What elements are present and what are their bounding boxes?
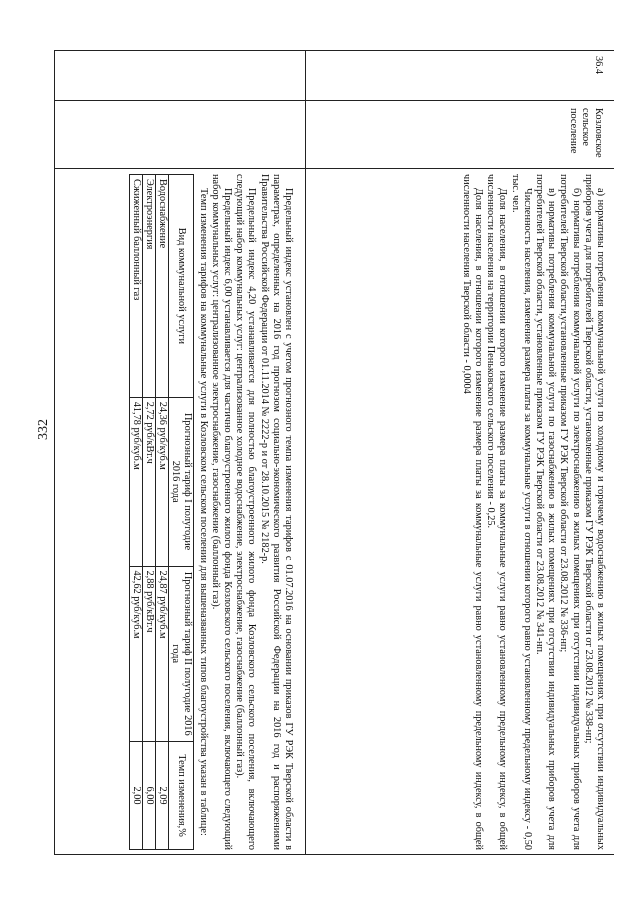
paragraph: Предельный индекс установлен с учетом прогнозного темпа изменения тарифов с 01.07.2016 на основании приказов ГУ РЭК Тверской области в параметрах, определенных на 2016 год прогнозом социально-экономического развития Российской Федерации на 2016 год и распоряжениями Правительства Российской Федерации от 01.11.2014 № 2222-р и от 28.10.2015 № 2182-р.: [258, 174, 294, 850]
table-row: [143, 175, 156, 850]
row-divider: [305, 50, 306, 855]
table-cell: 42,62 руб/куб.м: [130, 566, 143, 742]
paragraph: в) нормативы потребления коммунальной услуги по газоснабжению в жилых помещениях при отсутствии индивидуальных приборов учета для потребителей Тверской области, установленные приказом ГУ РЭК Тверской области от 23.08.2012 № 341-нп.: [533, 174, 558, 850]
column-divider-number: [54, 100, 614, 101]
table-cell: Водоснабжение: [156, 175, 169, 398]
table-frame: [54, 50, 614, 855]
paragraph: Доля населения, в отношении которого изменение размера платы за коммунальные услуги равно установленному предельному индексу, в общей численности населения Тверской области - 0,0004: [460, 174, 484, 850]
paragraph: Предельный индекс 6,00 устанавливается для частично благоустроенного жилого фонда Козловского сельского поселения, включающего следующий набор коммунальных услуг: централизованное электроснабжение, газоснабжение (баллонный газ).: [209, 174, 233, 850]
paragraph: Доля населения, в отношении которого изменение размера платы за коммунальные услуги равно установленному предельному индексу, в общей численности населения на территории Пеньковского сельского поселения - 0,25.: [485, 174, 509, 850]
paragraph: Численность населения, изменение размера платы за коммунальные услуги в отношении которого равно установленному предельному индексу - 0,50 тыс. чел.: [509, 174, 533, 850]
table-border-bottom: [54, 50, 55, 855]
rotated-document-table: [54, 50, 614, 855]
table-row: [156, 175, 169, 850]
table-cell: 2,72 руб/кВт.ч: [143, 397, 156, 566]
table-header: Вид коммунальной услуги: [169, 175, 194, 398]
tariff-table: [129, 174, 194, 850]
settlement-name: Козловское сельское поселение: [568, 108, 604, 158]
page-number: 332: [36, 419, 51, 440]
table-cell: 2,09: [156, 742, 169, 850]
table-border-right: [54, 854, 614, 855]
paragraph: б) нормативы потребления коммунальной услуги по электроснабжению в жилых помещениях при отсутствии индивидуальных приборов учета для потребителей Тверской области,установленные приказом ГУ РЭК Тверской области от 23.08.2012 № 336-нп;: [558, 174, 582, 850]
table-header: Темп изменения,%: [169, 742, 194, 850]
table-cell: 2,00: [130, 742, 143, 850]
table-cell: Электроэнергия: [143, 175, 156, 398]
table-cell: 6,00: [143, 742, 156, 850]
table-header: Прогнозный тариф I полугодие 2016 года: [169, 397, 194, 566]
table-cell: 2,88 руб/кВт.ч: [143, 566, 156, 742]
table-border-left: [54, 50, 614, 51]
table-row: [130, 175, 143, 850]
column-divider-name: [54, 168, 614, 169]
table-cell: Сжиженный баллонный газ: [130, 175, 143, 398]
paragraph: а) нормативы потребления коммунальной услуги по холодному и горячему водоснабжению в жилых помещениях при отсутствии индивидуальных приборов учета для потребителей Тверской области, установленные приказом ГУ РЭК Тверской области от 23.08.2012 № 338-нп;: [582, 174, 606, 850]
kozlovskoe-row-text: [129, 174, 294, 850]
table-header: Прогнозный тариф II полугодие 2016 года: [169, 566, 194, 742]
paragraph: Темп изменения тарифов на коммунальные услуги в Козловском сельском поселении для вышеназванных типов благоустройства указан в таблице:: [197, 188, 209, 836]
table-cell: 41,78 руб/куб.м: [130, 397, 143, 566]
table-cell: 24,36 руб/куб.м: [156, 397, 169, 566]
table-header-row: [169, 175, 194, 850]
table-cell: 24,87 руб/куб.м: [156, 566, 169, 742]
paragraph: Предельный индекс 4,20 устанавливается для полностью благоустроенного жилого фонда Козловского сельского поселения, включающего следующий набор коммунальных услуг: централизованное холодное водоснабжение, электроснабжение, газоснабжение (баллонный газ).: [234, 174, 258, 850]
top-row-text: [460, 174, 606, 850]
row-number: 36.4: [593, 56, 604, 75]
